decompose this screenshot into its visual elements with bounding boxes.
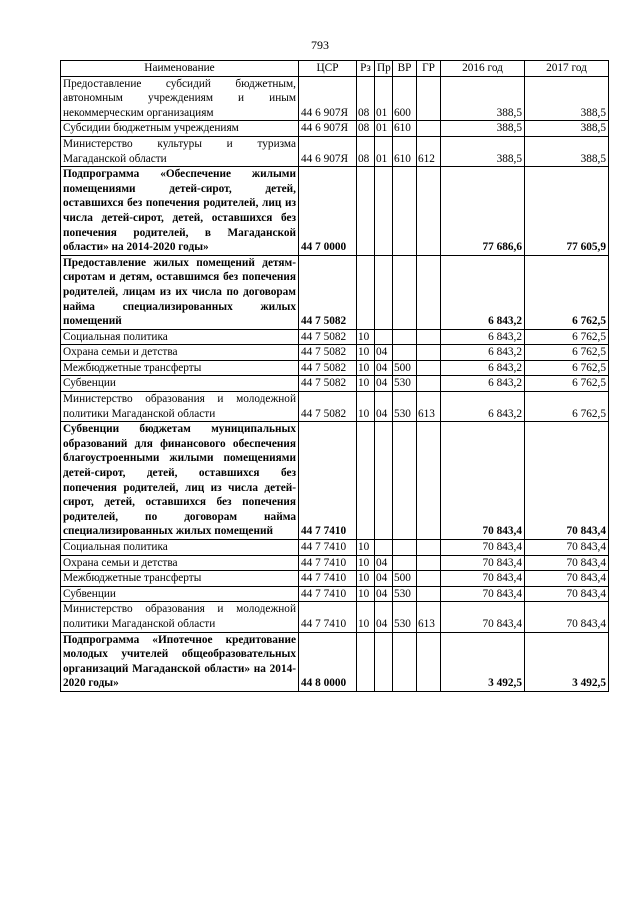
header-2016: 2016 год (441, 61, 525, 77)
cell-gr (417, 540, 441, 556)
cell-gr: 613 (417, 392, 441, 422)
table-row (61, 255, 609, 329)
cell-csr: 44 6 907Я (299, 136, 357, 166)
cell-rz: 10 (357, 571, 375, 587)
cell-csr: 44 7 7410 (299, 586, 357, 602)
cell-vr: 600 (393, 76, 417, 121)
page-number: 793 (311, 38, 329, 52)
cell-csr: 44 7 5082 (299, 360, 357, 376)
cell-2016: 6 843,2 (441, 376, 525, 392)
cell-name: Охрана семьи и детства (61, 345, 299, 361)
cell-gr (417, 345, 441, 361)
table-row (61, 540, 609, 556)
cell-2017: 388,5 (525, 136, 609, 166)
cell-gr (417, 571, 441, 587)
cell-vr (393, 329, 417, 345)
budget-table (60, 60, 609, 692)
cell-rz: 10 (357, 602, 375, 632)
table-row (61, 632, 609, 691)
cell-name: Межбюджетные трансферты (61, 360, 299, 376)
cell-rz (357, 632, 375, 691)
cell-rz: 10 (357, 329, 375, 345)
cell-2017: 70 843,4 (525, 602, 609, 632)
cell-rz: 10 (357, 586, 375, 602)
cell-vr: 530 (393, 586, 417, 602)
cell-rz: 08 (357, 136, 375, 166)
cell-rz: 10 (357, 555, 375, 571)
cell-2017: 388,5 (525, 121, 609, 137)
cell-gr (417, 586, 441, 602)
cell-vr: 610 (393, 121, 417, 137)
cell-name: Социальная политика (61, 329, 299, 345)
cell-csr: 44 7 5082 (299, 376, 357, 392)
cell-pr: 04 (375, 345, 393, 361)
cell-rz (357, 167, 375, 256)
table-row (61, 392, 609, 422)
table-row (61, 360, 609, 376)
cell-vr: 530 (393, 602, 417, 632)
cell-name: Министерство образования и молодежной политики Магаданской области (61, 602, 299, 632)
cell-2017: 70 843,4 (525, 555, 609, 571)
cell-pr (375, 422, 393, 540)
cell-csr: 44 7 7410 (299, 422, 357, 540)
cell-vr: 610 (393, 136, 417, 166)
header-pr: Пр (375, 61, 393, 77)
cell-gr: 613 (417, 602, 441, 632)
cell-gr (417, 76, 441, 121)
cell-pr: 01 (375, 76, 393, 121)
cell-gr (417, 167, 441, 256)
cell-vr (393, 632, 417, 691)
cell-pr: 04 (375, 602, 393, 632)
cell-name: Министерство культуры и туризма Магаданской области (61, 136, 299, 166)
cell-csr: 44 7 5082 (299, 345, 357, 361)
cell-2017: 6 762,5 (525, 255, 609, 329)
cell-gr (417, 555, 441, 571)
cell-2016: 6 843,2 (441, 392, 525, 422)
table-row (61, 136, 609, 166)
cell-csr: 44 8 0000 (299, 632, 357, 691)
cell-name: Субвенции (61, 586, 299, 602)
table-row (61, 345, 609, 361)
cell-2016: 70 843,4 (441, 555, 525, 571)
cell-csr: 44 7 5082 (299, 392, 357, 422)
cell-pr (375, 167, 393, 256)
cell-vr: 530 (393, 392, 417, 422)
cell-csr: 44 7 7410 (299, 602, 357, 632)
cell-name: Подпрограмма «Обеспечение жилыми помещениями детей-сирот, детей, оставшихся без попечения родителей, лиц из числа детей-сирот, детей, оставшихся без попечения родителей, в Магаданской области» на 2014-2020 годы» (61, 167, 299, 256)
cell-2017: 6 762,5 (525, 345, 609, 361)
table-header-row (61, 61, 609, 77)
cell-vr (393, 422, 417, 540)
cell-name: Субвенции бюджетам муниципальных образований для финансового обеспечения благоустроенными жилыми помещениями детей-сирот, детей, оставшихся без попечения родителей, лиц из числа детей-сирот, детей, оставшихся без попечения родителей, по договорам найма специализированных жилых помещений (61, 422, 299, 540)
cell-2016: 388,5 (441, 121, 525, 137)
cell-pr: 01 (375, 121, 393, 137)
cell-rz: 08 (357, 76, 375, 121)
cell-2017: 70 843,4 (525, 540, 609, 556)
cell-2017: 6 762,5 (525, 376, 609, 392)
cell-pr: 04 (375, 360, 393, 376)
cell-csr: 44 6 907Я (299, 76, 357, 121)
cell-rz: 10 (357, 345, 375, 361)
table-row (61, 329, 609, 345)
cell-name: Министерство образования и молодежной политики Магаданской области (61, 392, 299, 422)
cell-rz: 10 (357, 540, 375, 556)
cell-name: Субвенции (61, 376, 299, 392)
cell-csr: 44 7 0000 (299, 167, 357, 256)
cell-vr: 500 (393, 360, 417, 376)
cell-2016: 70 843,4 (441, 571, 525, 587)
cell-gr (417, 329, 441, 345)
cell-pr (375, 632, 393, 691)
cell-2016: 6 843,2 (441, 329, 525, 345)
cell-vr (393, 555, 417, 571)
cell-gr (417, 422, 441, 540)
cell-rz: 10 (357, 360, 375, 376)
cell-2016: 70 843,4 (441, 602, 525, 632)
cell-2017: 6 762,5 (525, 392, 609, 422)
cell-name: Охрана семьи и детства (61, 555, 299, 571)
cell-2017: 70 843,4 (525, 571, 609, 587)
cell-2016: 388,5 (441, 136, 525, 166)
cell-name: Предоставление субсидий бюджетным, автономным учреждениям и иным некоммерческим организациям (61, 76, 299, 121)
table-row (61, 571, 609, 587)
header-2017: 2017 год (525, 61, 609, 77)
cell-csr: 44 7 5082 (299, 329, 357, 345)
cell-vr (393, 255, 417, 329)
cell-2017: 388,5 (525, 76, 609, 121)
cell-rz (357, 422, 375, 540)
cell-name: Подпрограмма «Ипотечное кредитование молодых учителей общеобразовательных организаций Магаданской области» на 2014-2020 годы» (61, 632, 299, 691)
table-row (61, 586, 609, 602)
cell-vr: 530 (393, 376, 417, 392)
header-name: Наименование (61, 61, 299, 77)
cell-2017: 6 762,5 (525, 329, 609, 345)
cell-name: Субсидии бюджетным учреждениям (61, 121, 299, 137)
cell-2016: 77 686,6 (441, 167, 525, 256)
cell-2016: 388,5 (441, 76, 525, 121)
cell-2016: 6 843,2 (441, 345, 525, 361)
table-body (61, 76, 609, 691)
cell-2017: 3 492,5 (525, 632, 609, 691)
cell-pr: 04 (375, 555, 393, 571)
cell-gr (417, 360, 441, 376)
cell-pr (375, 255, 393, 329)
cell-2016: 70 843,4 (441, 422, 525, 540)
cell-rz: 10 (357, 392, 375, 422)
cell-gr: 612 (417, 136, 441, 166)
cell-vr: 500 (393, 571, 417, 587)
cell-pr (375, 329, 393, 345)
cell-2016: 6 843,2 (441, 255, 525, 329)
cell-pr: 04 (375, 392, 393, 422)
table-row (61, 76, 609, 121)
cell-2017: 70 843,4 (525, 422, 609, 540)
cell-vr (393, 167, 417, 256)
cell-csr: 44 7 7410 (299, 540, 357, 556)
cell-rz: 10 (357, 376, 375, 392)
cell-vr (393, 345, 417, 361)
header-vr: ВР (393, 61, 417, 77)
table-row (61, 167, 609, 256)
cell-gr (417, 376, 441, 392)
cell-2016: 70 843,4 (441, 586, 525, 602)
cell-vr (393, 540, 417, 556)
table-row (61, 376, 609, 392)
cell-pr: 04 (375, 586, 393, 602)
cell-pr (375, 540, 393, 556)
cell-pr: 01 (375, 136, 393, 166)
cell-rz (357, 255, 375, 329)
header-rz: Рз (357, 61, 375, 77)
cell-gr (417, 632, 441, 691)
table-row (61, 422, 609, 540)
cell-pr: 04 (375, 571, 393, 587)
cell-csr: 44 7 7410 (299, 555, 357, 571)
cell-2017: 70 843,4 (525, 586, 609, 602)
cell-csr: 44 7 7410 (299, 571, 357, 587)
cell-gr (417, 255, 441, 329)
cell-csr: 44 6 907Я (299, 121, 357, 137)
cell-2016: 6 843,2 (441, 360, 525, 376)
header-gr: ГР (417, 61, 441, 77)
table-row (61, 121, 609, 137)
cell-name: Предоставление жилых помещений детям-сиротам и детям, оставшимся без попечения родителей, лицам из их числа по договорам найма специализированных жилых помещений (61, 255, 299, 329)
header-csr: ЦСР (299, 61, 357, 77)
cell-name: Социальная политика (61, 540, 299, 556)
cell-rz: 08 (357, 121, 375, 137)
cell-2016: 3 492,5 (441, 632, 525, 691)
table-row (61, 602, 609, 632)
table-row (61, 555, 609, 571)
cell-2016: 70 843,4 (441, 540, 525, 556)
cell-pr: 04 (375, 376, 393, 392)
cell-name: Межбюджетные трансферты (61, 571, 299, 587)
cell-2017: 6 762,5 (525, 360, 609, 376)
cell-2017: 77 605,9 (525, 167, 609, 256)
cell-csr: 44 7 5082 (299, 255, 357, 329)
cell-gr (417, 121, 441, 137)
